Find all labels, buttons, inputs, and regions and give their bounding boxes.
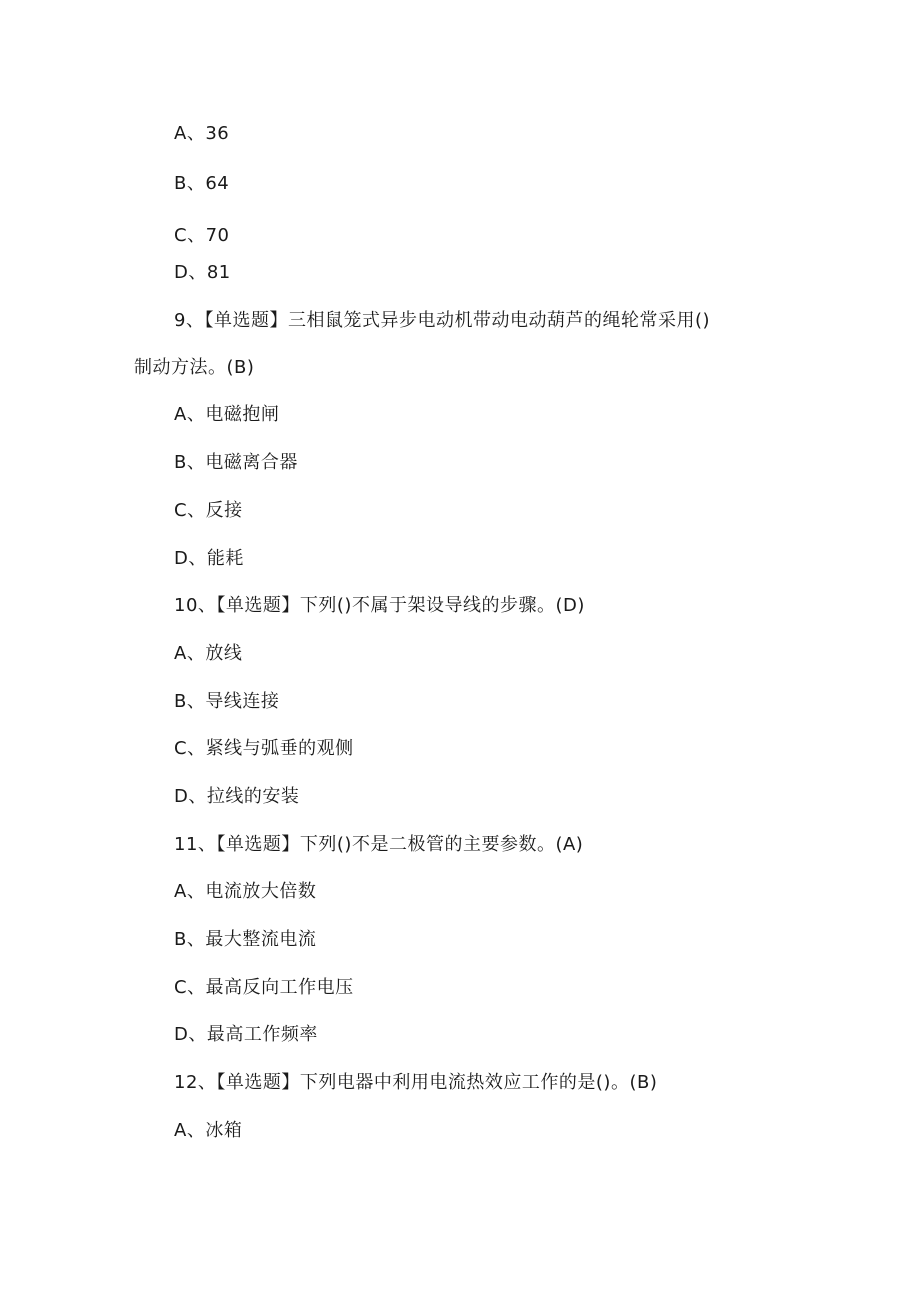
option-c-q10: C、紧线与弧垂的观侧 — [174, 738, 354, 759]
option-c-q11: C、最高反向工作电压 — [174, 977, 354, 998]
option-d-q10: D、拉线的安装 — [174, 786, 300, 807]
question-12-text: 12、【单选题】下列电器中利用电流热效应工作的是()。(B) — [174, 1072, 658, 1093]
question-9-text-cont: 制动方法。(B) — [134, 357, 255, 378]
option-a-q12: A、冰箱 — [174, 1120, 243, 1141]
option-d-q9: D、能耗 — [174, 548, 244, 569]
option-b-q11: B、最大整流电流 — [174, 929, 317, 950]
option-a-q8: A、36 — [174, 123, 230, 144]
option-a-q9: A、电磁抱闸 — [174, 404, 280, 425]
option-c-q9: C、反接 — [174, 500, 243, 521]
option-b-q10: B、导线连接 — [174, 691, 280, 712]
option-a-q10: A、放线 — [174, 643, 243, 664]
option-d-q8: D、81 — [174, 262, 231, 283]
option-a-q11: A、电流放大倍数 — [174, 881, 317, 902]
question-11-text: 11、【单选题】下列()不是二极管的主要参数。(A) — [174, 834, 584, 855]
option-c-q8: C、70 — [174, 225, 230, 246]
option-b-q9: B、电磁离合器 — [174, 452, 298, 473]
option-d-q11: D、最高工作频率 — [174, 1024, 318, 1045]
question-9-text: 9、【单选题】三相鼠笼式异步电动机带动电动葫芦的绳轮常采用() — [174, 310, 710, 331]
question-10-text: 10、【单选题】下列()不属于架设导线的步骤。(D) — [174, 595, 585, 616]
option-b-q8: B、64 — [174, 173, 230, 194]
